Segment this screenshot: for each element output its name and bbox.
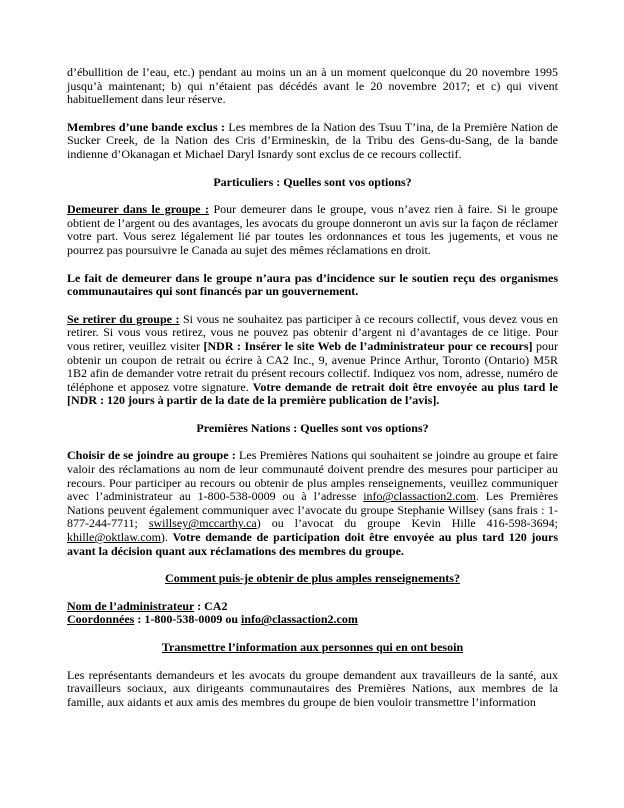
text-segment: Si vous ne souhaitez pas participer à ce recours collectif, vous devez vous en retirer. Si vous vous retirez, vous ne pouvez pas obtenir d’argent ni d’avantages de ce litige. Pour vous retirer, veuillez visiter [67, 311, 559, 353]
excluded-bands-label: Membres d’une bande exclus : [67, 119, 225, 134]
heading-more-information [67, 572, 558, 586]
line-administrator-contact [67, 613, 558, 627]
paragraph-stay-in-group [67, 203, 558, 257]
administrator-name-value: : CA2 [194, 598, 228, 613]
editor-note-website: [NDR : Insérer le site Web de l’administrateur pour ce recours] [203, 338, 533, 353]
heading-text: Comment puis-je obtenir de plus amples renseignements? [165, 571, 460, 586]
line-administrator-name [67, 600, 558, 614]
paragraph-share-request [67, 669, 558, 710]
join-group-label: Choisir de se joindre au groupe : [67, 448, 236, 463]
contact-label: Coordonnées [67, 612, 135, 627]
heading-text: Premières Nations : Quelles sont vos options? [196, 420, 429, 435]
paragraph-class-definition [67, 66, 558, 107]
paragraph-excluded-band-members [67, 121, 558, 162]
administrator-name-label: Nom de l’administrateur [67, 598, 195, 613]
heading-text: Particuliers : Quelles sont vos options? [213, 174, 412, 189]
paragraph-join-group [67, 449, 558, 558]
paragraph-opt-out [67, 313, 558, 408]
heading-text: Transmettre l’information aux personnes qui en ont besoin [161, 640, 464, 654]
stay-in-group-label: Demeurer dans le groupe : [67, 202, 209, 217]
contact-phone: : 1-800-538-0009 ou [134, 612, 242, 627]
email-link-willsey[interactable]: swillsey@mccarthy.ca [148, 516, 257, 531]
email-link-hille[interactable]: khille@oktlaw.com [67, 530, 161, 545]
text-segment: pour obtenir un coupon de retrait ou écrire à CA2 Inc., 9, avenue Prince Arthur, Toronto (Ontario) M5R 1B2 afin de demander votre retrait du présent recours collectif. Indiquez vos nom, adresse, numéro de téléphone et apposez votre signature. [67, 338, 558, 394]
text-segment: ) ou l’avocat du groupe Kevin Hille 416-598-3694; [256, 516, 559, 531]
text-segment: ). [160, 530, 173, 545]
heading-individuals-options [67, 176, 558, 190]
opt-out-label: Se retirer du groupe : [67, 311, 180, 326]
paragraph-stay-no-impact [67, 272, 558, 299]
heading-first-nations-options [67, 422, 558, 436]
heading-share-information [67, 641, 558, 655]
text-segment: Les Premières Nations qui souhaitent se joindre au groupe et faire valoir des réclamations au nom de leur communauté doivent prendre des mesures pour participer au recours. Pour participer au recours ou obtenir de plus amples renseignements, veuillez communiquer avec l’administrateur au 1-800-538-0009 ou à l’adresse [67, 448, 558, 504]
text-segment: d’ébullition de l’eau, etc.) pendant au moins un an à un moment quelconque du 20 novembre 1995 jusqu’à maintenant; b) qui n’étaient pas décédés avant le 20 novembre 2017; et c) qui vivent habituellement dans leur réserve. [67, 65, 558, 107]
email-link-admin-contact[interactable]: info@classaction2.com [241, 612, 358, 627]
opt-out-deadline-text: Votre demande de retrait doit être envoyée au plus tard le [NDR : 120 jours à partir de la date de la première publication de l’avis]. [67, 379, 558, 408]
text-segment: Le fait de demeurer dans le groupe n’aura pas d’incidence sur le soutien reçu des organismes communautaires qui sont financés par un gouvernement. [67, 270, 558, 299]
text-segment: Les représentants demandeurs et les avocats du groupe demandent aux travailleurs de la santé, aux travailleurs sociaux, aux dirigeants communautaires des Premières Nations, aux membres de la famille, aux aidants et aux amis des membres du groupe de bien vouloir transmettre l’information [67, 667, 558, 709]
email-link-classaction[interactable]: info@classaction2.com [363, 489, 476, 504]
text-segment: . Les Premières Nations peuvent également communiquer avec l’avocate du groupe Stephanie Willsey (sans frais : 1-877-244-7711; [67, 489, 558, 531]
text-segment: Pour demeurer dans le groupe, vous n’avez rien à faire. Si le groupe obtient de l’argent ou des avantages, les avocats du groupe donneront un avis sur la façon de réclamer votre part. Vous serez légalement lié par toutes les ordonnances et tous les jugements, et vous ne pourrez pas poursuivre le Canada au sujet des mêmes réclamations en droit. [67, 202, 558, 257]
text-segment: Les membres de la Nation des Tsuu T’ina, de la Première Nation de Sucker Creek, de la Nation des Cris d’Ermineskin, de la Tribu des Gens-du-Sang, de la bande indienne d’Okanagan et Michael Daryl Isnardy sont exclus de ce recours collectif. [67, 119, 558, 161]
join-deadline-text: Votre demande de participation doit être envoyée au plus tard 120 jours avant la décision quant aux réclamations des membres du groupe. [67, 530, 559, 558]
